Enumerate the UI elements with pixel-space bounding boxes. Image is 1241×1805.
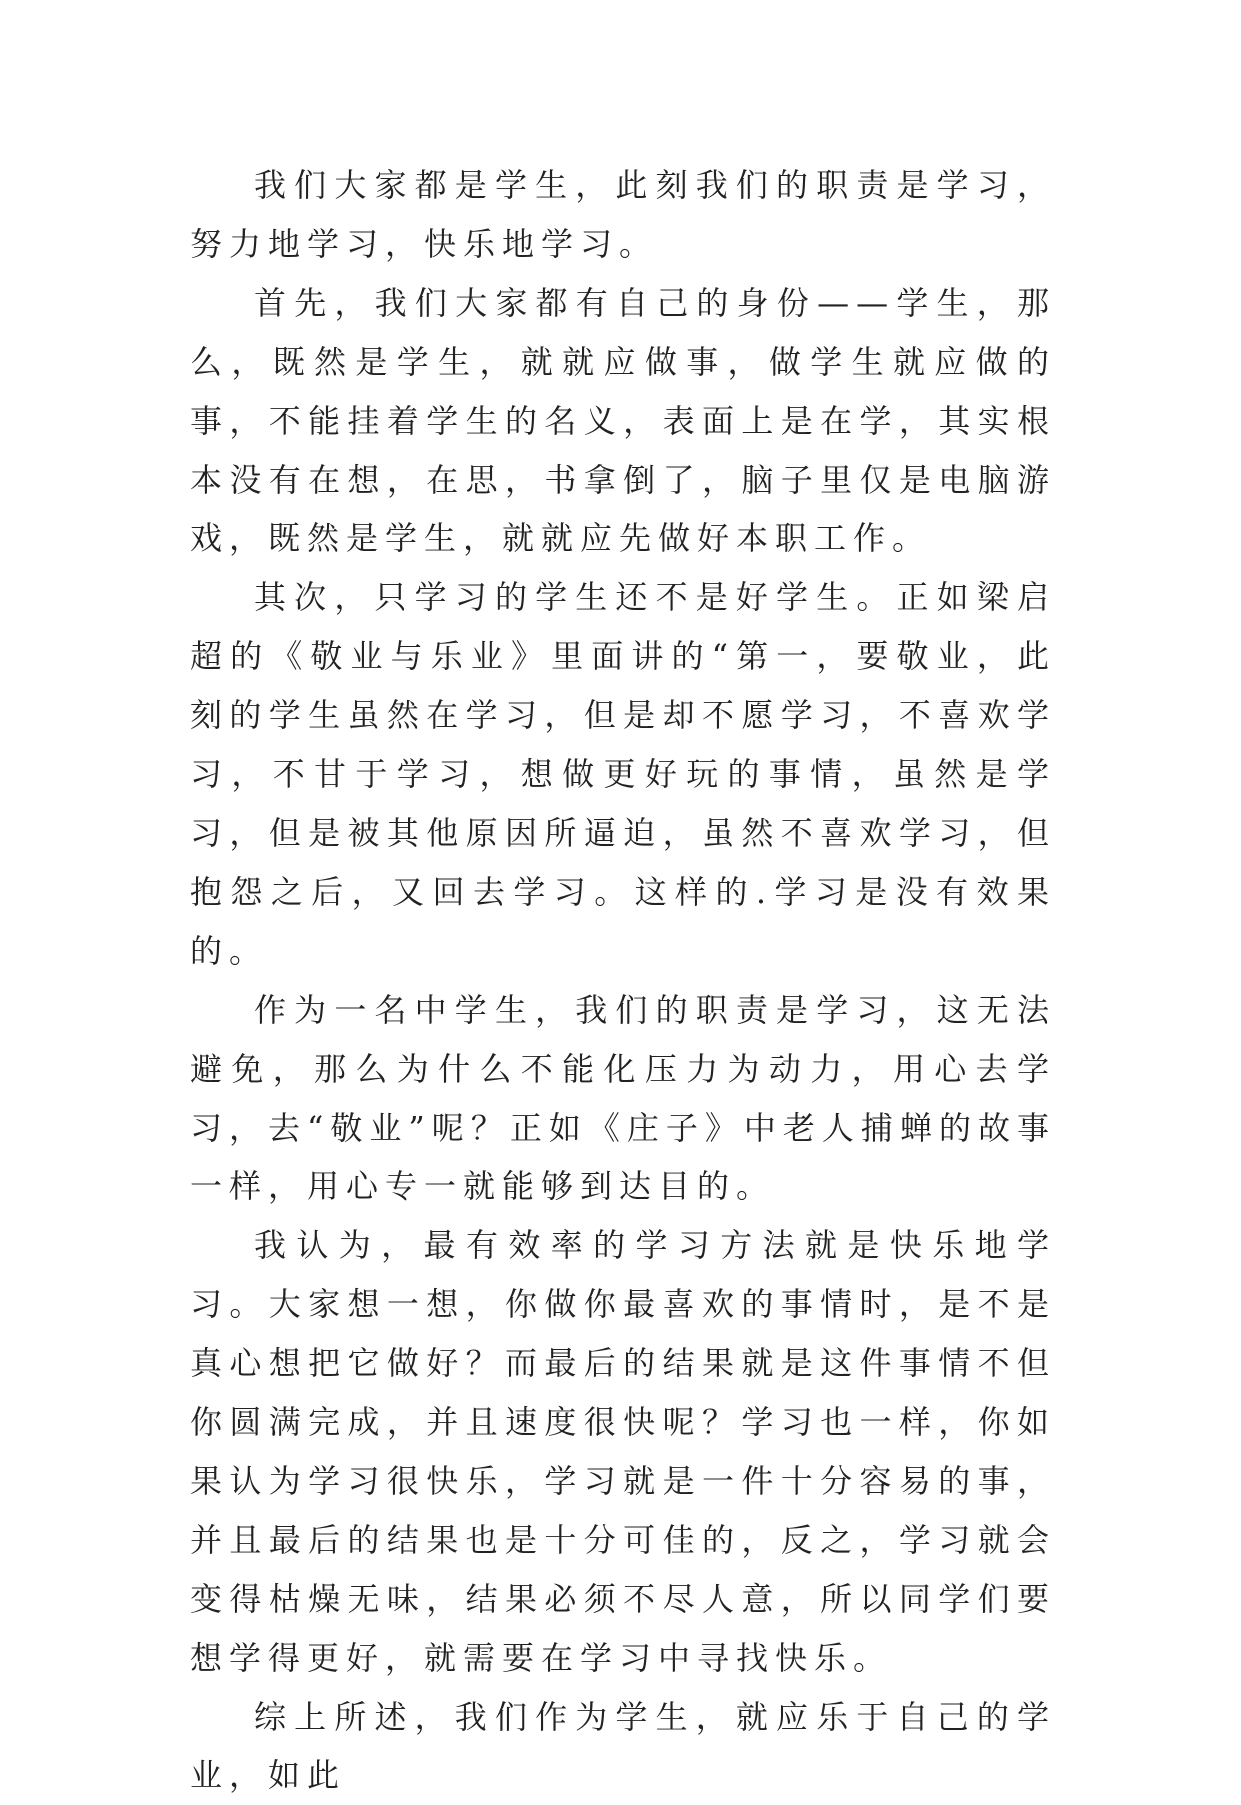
paragraph-6: 综上所述，我们作为学生，就应乐于自己的学业，如此	[190, 1697, 1056, 1795]
paragraph-2: 首先，我们大家都有自己的身份——学生，那么，既然是学生，就就应做事，做学生就应做的事，不能挂着学生的名义，表面上是在学，其实根本没有在想，在思，书拿倒了，脑子里仅是电脑游戏，既然是学生，就就应先做好本职工作。	[190, 283, 1056, 558]
document-body	[190, 156, 1056, 1805]
paragraph-3: 其次，只学习的学生还不是好学生。正如梁启超的《敬业与乐业》里面讲的“第一，要敬业，此刻的学生虽然在学习，但是却不愿学习，不喜欢学习，不甘于学习，想做更好玩的事情，虽然是学习，但是被其他原因所逼迫，虽然不喜欢学习，但抱怨之后，又回去学习。这样的.学习是没有效果的。	[190, 578, 1056, 970]
paragraph-4: 作为一名中学生，我们的职责是学习，这无法避免，那么为什么不能化压力为动力，用心去学习，去“敬业”呢？正如《庄子》中老人捕蝉的故事一样，用心专一就能够到达目的。	[190, 990, 1056, 1206]
paragraph-1: 我们大家都是学生，此刻我们的职责是学习，努力地学习，快乐地学习。	[190, 166, 1056, 263]
paragraph-5: 我认为，最有效率的学习方法就是快乐地学习。大家想一想，你做你最喜欢的事情时，是不是真心想把它做好？而最后的结果就是这件事情不但你圆满完成，并且速度很快呢？学习也一样，你如果认为学习很快乐，学习就是一件十分容易的事，并且最后的结果也是十分可佳的，反之，学习就会变得枯燥无味，结果必须不尽人意，所以同学们要想学得更好，就需要在学习中寻找快乐。	[190, 1226, 1056, 1677]
